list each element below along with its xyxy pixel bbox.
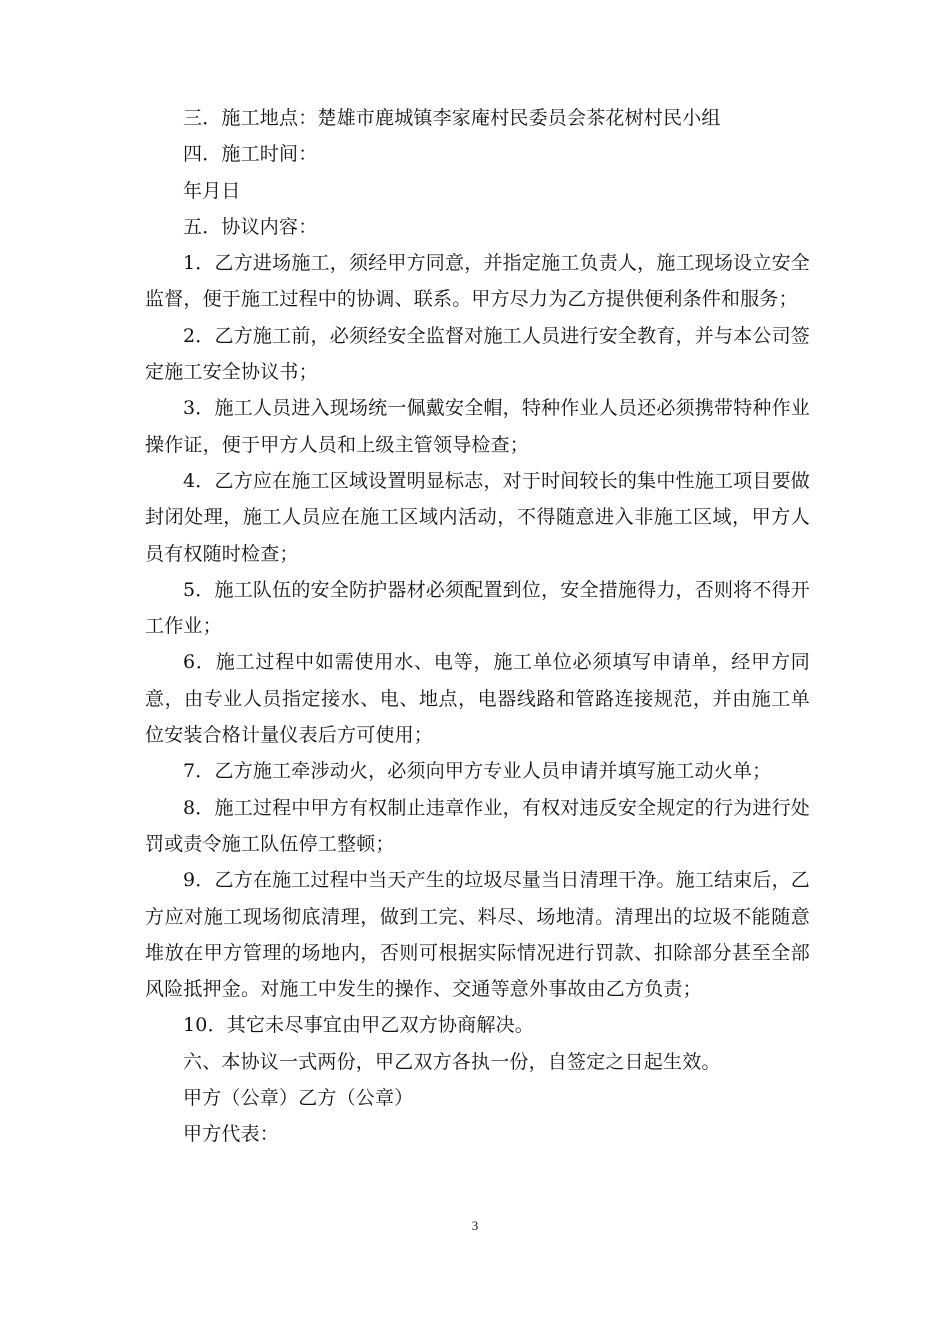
paragraph-clause-5: 5．施工队伍的安全防护器材必须配置到位，安全措施得力，否则将不得开工作业； [145, 578, 810, 638]
paragraph-effective-clause: 六、本协议一式两份，甲乙双方各执一份，自签定之日起生效。 [183, 1050, 721, 1073]
paragraph-clause-6: 6．施工过程中如需使用水、电等，施工单位必须填写申请单，经甲方同意，由专业人员指定接水、电、地点，电器线路和管路连接规范，并由施工单位安装合格计量仪表后方可使用； [145, 651, 810, 747]
paragraph-clause-2: 2．乙方施工前，必须经安全监督对施工人员进行安全教育，并与本公司签定施工安全协议书； [145, 324, 810, 384]
paragraph-party-a-representative: 甲方代表： [183, 1123, 280, 1146]
paragraph-seals: 甲方（公章）乙方（公章） [183, 1087, 414, 1110]
paragraph-clause-10: 10．其它未尽事宜由甲乙双方协商解决。 [183, 1014, 534, 1037]
paragraph-clause-1: 1．乙方进场施工，须经甲方同意，并指定施工负责人，施工现场设立安全监督，便于施工过程中的协调、联系。甲方尽力为乙方提供便利条件和服务； [145, 252, 810, 311]
paragraph-date: 年月日 [183, 179, 241, 202]
document-body [145, 100, 810, 1153]
paragraph-clause-7: 7．乙方施工牵涉动火，必须向甲方专业人员申请并填写施工动火单； [183, 760, 772, 783]
paragraph-construction-time: 四．施工时间： [183, 143, 318, 166]
paragraph-agreement-heading: 五．协议内容： [183, 215, 318, 238]
paragraph-clause-8: 8．施工过程中甲方有权制止违章作业，有权对违反安全规定的行为进行处罚或责令施工队伍停工整顿； [145, 796, 810, 855]
page-number: 3 [471, 1218, 479, 1233]
paragraph-clause-4: 4．乙方应在施工区域设置明显标志，对于时间较长的集中性施工项目要做封闭处理，施工人员应在施工区域内活动，不得随意进入非施工区域，甲方人员有权随时检查； [145, 469, 810, 565]
paragraph-clause-9: 9．乙方在施工过程中当天产生的垃圾尽量当日清理干净。施工结束后，乙方应对施工现场彻底清理，做到工完、料尽、场地清。清理出的垃圾不能随意堆放在甲方管理的场地内，否则可根据实际情况进行罚款、扣除部分甚至全部风险抵押金。对施工中发生的操作、交通等意外事故由乙方负责； [145, 869, 810, 1001]
paragraph-clause-3: 3．施工人员进入现场统一佩戴安全帽，特种作业人员还必须携带特种作业操作证，便于甲方人员和上级主管领导检查； [145, 397, 810, 456]
paragraph-construction-site: 三．施工地点：楚雄市鹿城镇李家庵村民委员会茶花树村民小组 [183, 107, 721, 129]
